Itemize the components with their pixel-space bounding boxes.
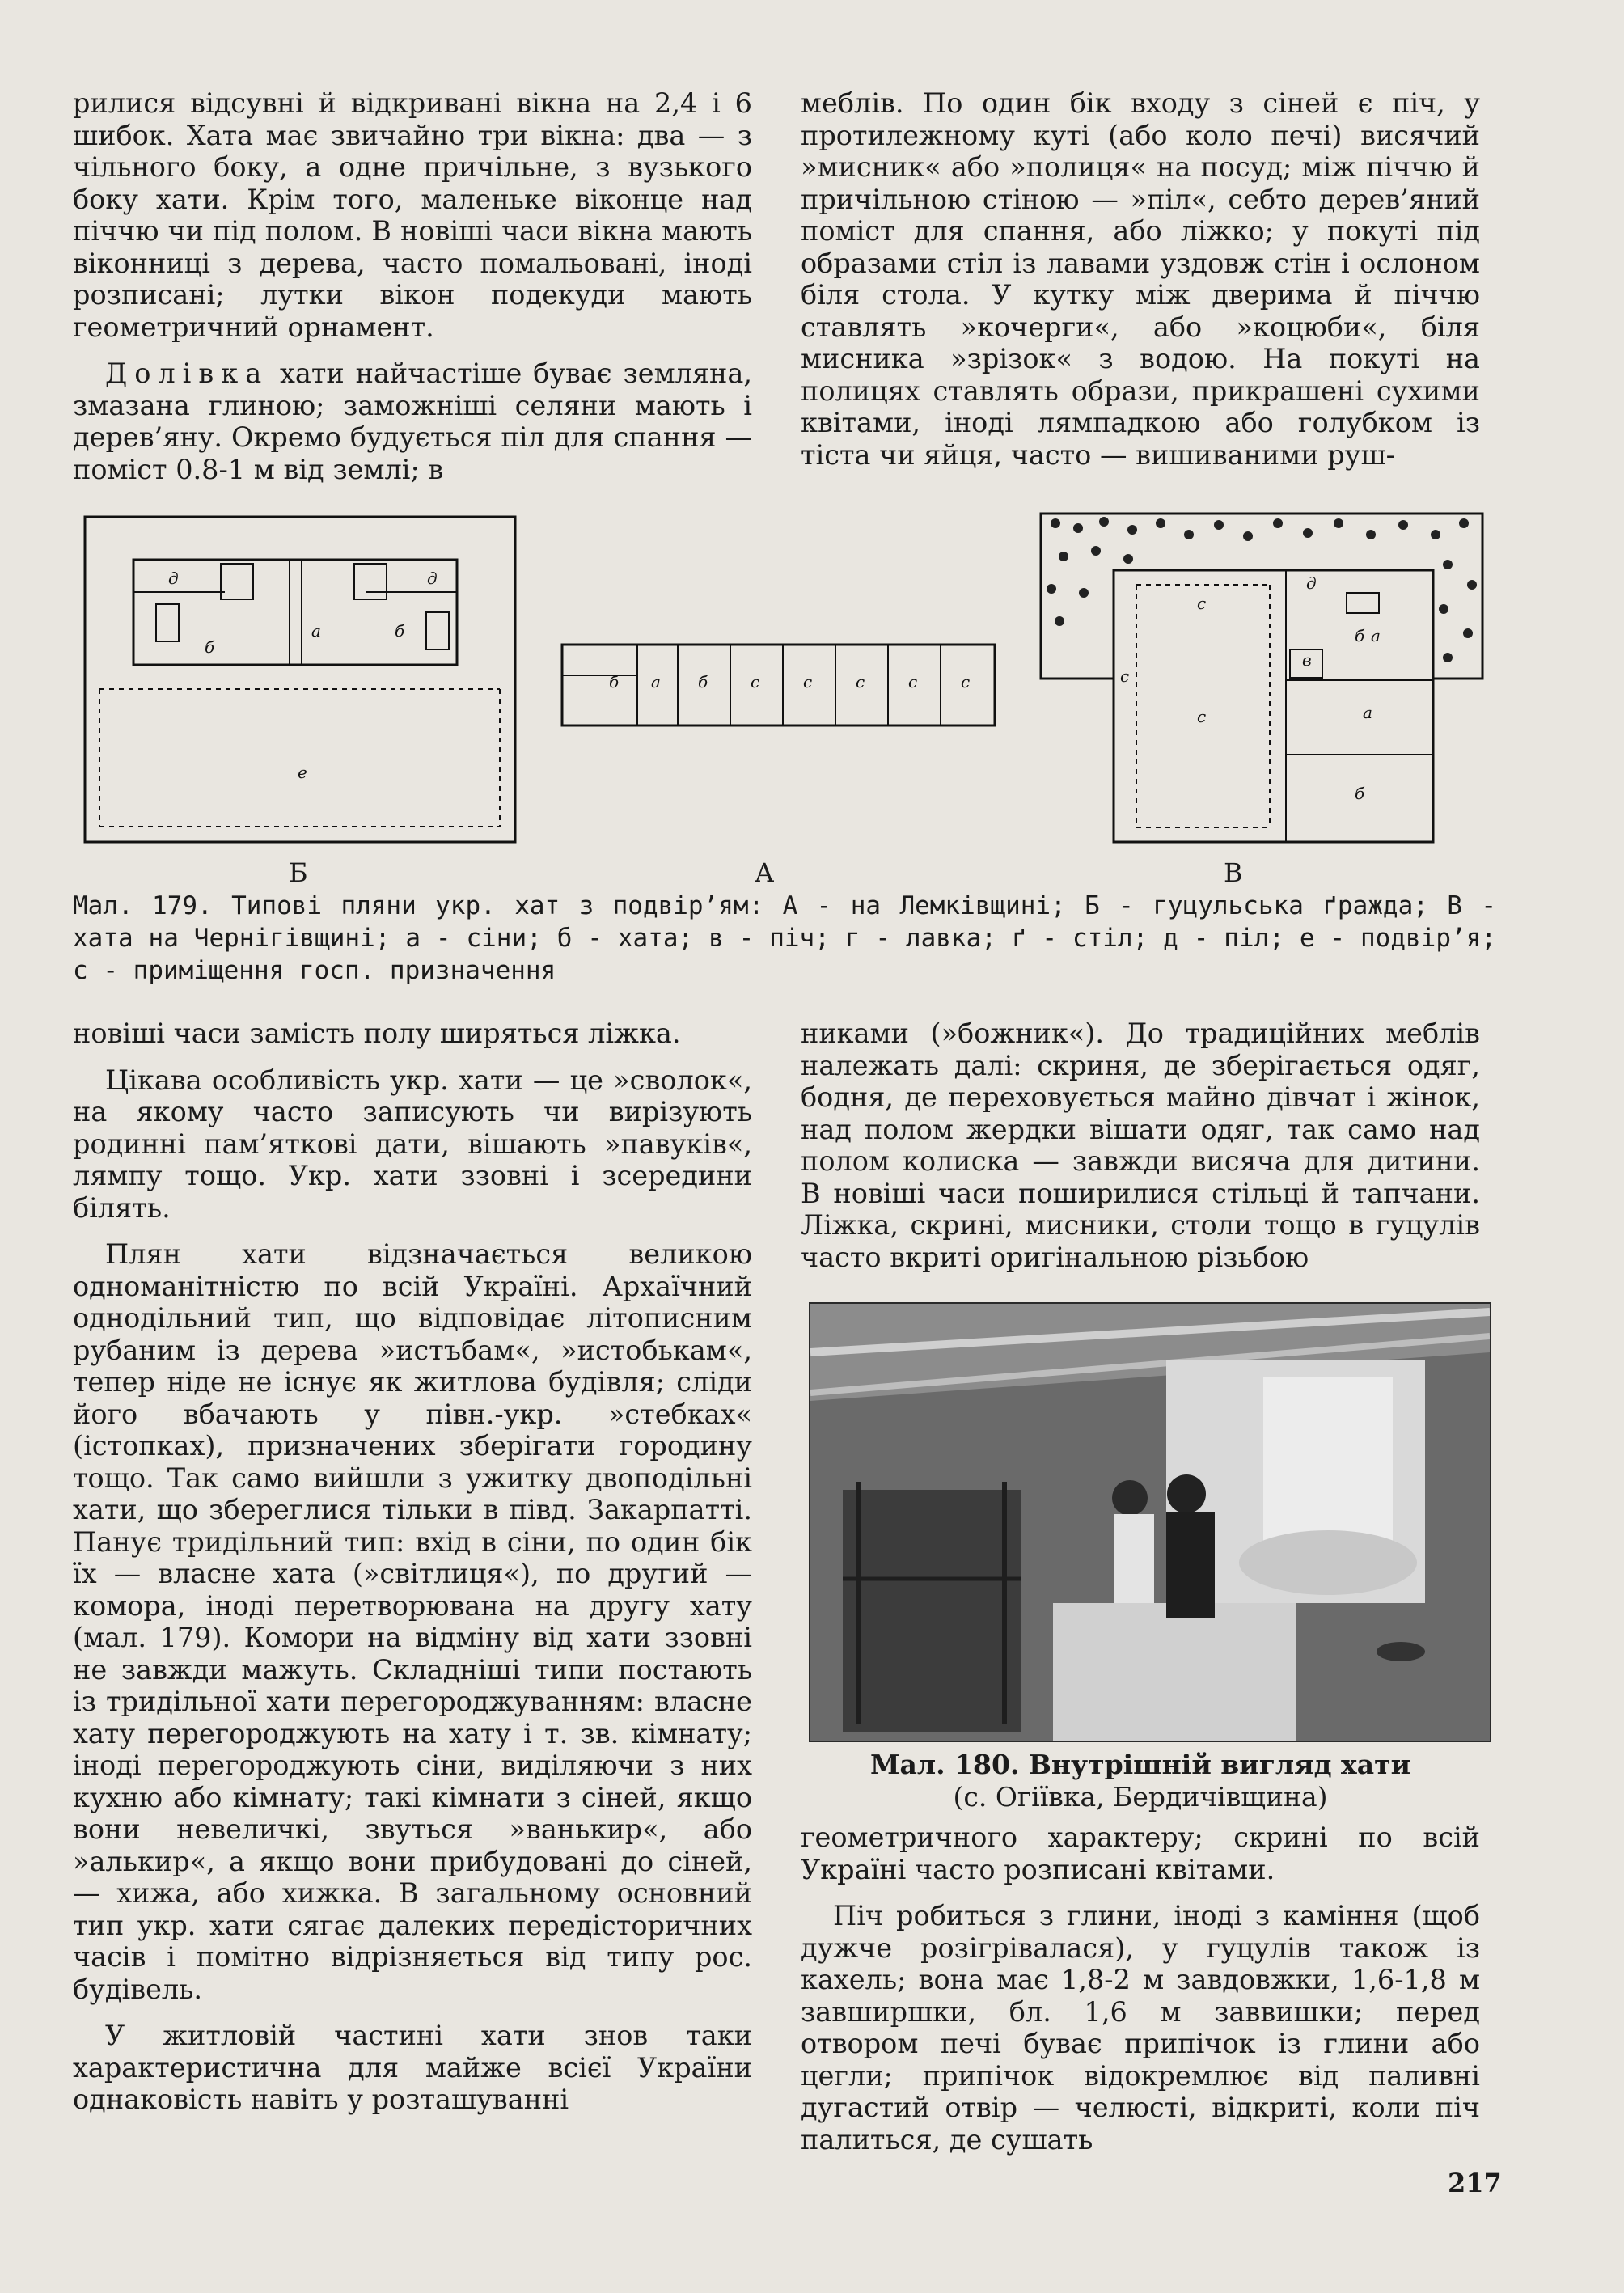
plan-a-lemkivshchyna — [560, 643, 997, 732]
svg-text:е: е — [298, 763, 307, 782]
page-number: 217 — [1448, 2168, 1502, 2198]
svg-text:д: д — [427, 569, 438, 588]
paragraph: никами (»божник«). До традиційних меблів належать далі: скриня, де зберігається одяг, бодня, де переховується майно дівчат і жінок, над полом жердки вішати одяг, так само над полом колиска — завжди висяча для дитини. В новіші часи поширилися стільці й тапчани. Ліжка, скрині, мисники, столи тощо в гуцулів часто вкриті оригінальною різьбою — [801, 1017, 1480, 1273]
text-column-top-left — [73, 87, 752, 485]
svg-text:с: с — [1197, 707, 1207, 726]
svg-text:б: б — [1355, 784, 1365, 803]
paragraph: геометричного характеру; скрині по всій Україні часто розписані квітами. — [801, 1821, 1480, 1885]
paragraph: новіші часи замість полу ширяться ліжка. — [73, 1017, 681, 1049]
svg-text:с: с — [1197, 594, 1207, 613]
panel-label-a: А — [755, 857, 775, 888]
caption-line: Мал. 180. Внутрішній вигляд хати — [869, 1749, 1411, 1780]
svg-text:с: с — [856, 672, 865, 692]
svg-text:б: б — [609, 672, 620, 692]
figure-179-plans — [77, 506, 1500, 886]
paragraph: У житловій частині хати знов таки характеристична для майже всієї України однаковість навіть у розташуванні — [73, 2020, 752, 2115]
paragraph: меблів. По один бік входу з сіней є піч, у протилежному куті (або коло печі) висячий »мисник« або »полиця« на посуд; між піччю й причільною стіною — »піл«, себто дерев’яний поміст для спання, або ліжко; у покуті під образами стіл із лавами уздовж стін і ослоном біля стола. У кутку між дверима й піччю ставлять »кочерги«, або »коцюби«, біля мисника »зрізок« з водою. На покуті на полицях ставлять образи, прикрашені сухими квітами, іноді лямпадкою або голубком із тіста чи яйця, часто — вишиваними руш- — [801, 87, 1480, 471]
svg-text:в: в — [1302, 650, 1312, 670]
svg-text:б: б — [1355, 626, 1365, 645]
figure-179-caption: Мал. 179. Типові пляни укр. хат з подвір’ям: А - на Лемківщині; Б - гуцульська ґражда; В - хата на Чернігівщині; а - сіни; б - хата; в - піч; г - лавка; ґ - стіл; д - піл; е - подвір’я; с - приміщення госп. призначення — [73, 891, 1496, 985]
spaced-term: Долівка — [105, 357, 269, 389]
paragraph: Цікава особливість укр. хати — це »сволок«, на якому часто записують чи вирізують родинні пам’яткові дати, вішають »павуків«, лямпу тощо. Укр. хати ззовні і зсередини білять. — [73, 1064, 752, 1224]
svg-text:а: а — [311, 621, 321, 641]
panel-label-b: Б — [289, 857, 308, 888]
svg-text:с: с — [961, 672, 971, 692]
caption-line: (с. Огіївка, Бердичівщина) — [953, 1781, 1328, 1813]
text-column-bottom-left — [73, 1017, 752, 2116]
svg-text:а: а — [651, 672, 661, 692]
panel-label-v: В — [1224, 857, 1243, 888]
svg-text:б: б — [395, 621, 405, 641]
svg-text:а: а — [1371, 626, 1381, 645]
svg-text:с: с — [751, 672, 760, 692]
svg-text:д: д — [1306, 573, 1317, 593]
plan-b-hutsul-grazhda — [83, 515, 536, 848]
paragraph: Плян хати відзначається великою одноманітністю по всій Україні. Архаїчний однодільний тип, що відповідає літописним рубаним із дерева »истъбам«, »истобькам«, тепер ніде не існує як житлова будівля; сліди його вбачають у півн.-укр. »стебках« (істопках), призначених зберігати городину тощо. Так само вийшли з ужитку двоподільні хати, що збереглися тільки в півд. Закарпатті. Панує тридільний тип: вхід в сіни, по один бік їх — власне хата (»світлиця«), по другий — комора, іноді перетворювана на другу хату (мал. 179). Комори на відміну від хати ззовні не завжди мажуть. Складніші типи постають із тридільної хати перегороджуванням: власне хату перегороджують на хату і т. зв. кімнату; іноді перегороджують сіни, виділяючи з них кухню або кімнату; такі кімнати з сіней, якщо вони невеличкі, звуться »ванькир«, або »алькир«, а якщо вони прибудовані до сіней, — хижа, або хижка. В загальному основний тип укр. хати сягає далеких передісторичних часів і помітно відрізняється від типу рос. будівель. — [73, 1238, 752, 2005]
paragraph — [73, 357, 752, 485]
paragraph: Піч робиться з глини, іноді з каміння (щоб дужче розігрівалася), у гуцулів також із кахель; вона має 1,8-2 м завдовжки, 1,6-1,8 м завширшки, бл. 1,6 м заввишки; перед отвором печі буває припічок із глини або цегли; припічок відокремлює від паливні дугастий отвір — челюсті, відкриті, коли піч палиться, де сушать — [801, 1900, 1480, 2156]
figure-180-caption — [801, 1749, 1480, 1813]
svg-text:с: с — [803, 672, 813, 692]
svg-text:б: б — [205, 637, 215, 657]
text-column-bottom-right — [801, 1017, 1480, 1292]
interior-photo-illustration — [810, 1304, 1490, 1741]
svg-text:с: с — [908, 672, 918, 692]
svg-text:с: с — [1120, 666, 1130, 686]
svg-text:а: а — [1363, 703, 1372, 722]
plan-v-chernihivshchyna — [1039, 512, 1484, 852]
paragraph: рилися відсувні й відкривані вікна на 2,4 і 6 шибок. Хата має звичайно три вікна: два — з чільного боку, а одне причільне, з вузького боку хати. Крім того, маленьке віконце над піччю чи під полом. В новіші часи вікна мають віконниці з дерева, часто помальовані, іноді розписані; лутки вікон подекуди мають геометричний орнамент. — [73, 87, 752, 343]
figure-180-photo — [809, 1302, 1491, 1742]
paragraph-rest: хати найчастіше буває земляна, змазана глиною; заможніші селяни мають і дерев’яну. Окремо будується піл для спання — поміст 0.8-1 м від землі; в — [73, 357, 752, 485]
svg-text:б: б — [698, 672, 708, 692]
text-column-bottom-right-continued — [801, 1821, 1480, 2156]
svg-text:д: д — [168, 569, 179, 588]
text-column-top-right — [801, 87, 1480, 471]
